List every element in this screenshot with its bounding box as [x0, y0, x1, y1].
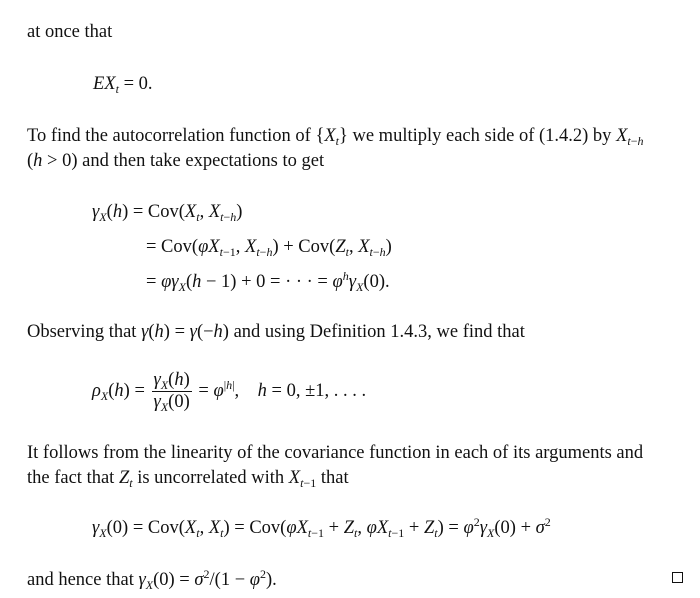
paragraph-linearity-line2: the fact that $Z_t$ is uncorrelated with $X_{t-1}$ that — [27, 468, 349, 491]
equation-gamma-line1: $\gamma_X(h) = Cov(X_t$, $X_{t-h}$) — [92, 202, 243, 225]
equation-gamma-line2: = $Cov(\varphi X_{t-1}$, $X_{t-h}) + Cov(Z_t$, $X_{t-h}$) — [146, 237, 392, 260]
equation-gamma0: $\gamma_X(0) = Cov(X_t$, $X_t) = Cov(\varphi X_{t-1} + Z_t$, $\varphi X_{t-1} + Z_t) = \varphi^2\gamma_X(0) + \sigma^2$ — [92, 514, 551, 541]
equation-rho: $\rho_X(h)$ = $\frac{\gamma_X(h)}{\gamma_X(0)}$ = $\varphi^{|h|}$, h = 0, ±1, . . . . — [92, 370, 367, 415]
equation-mean: $EX_t = 0$. — [93, 74, 153, 97]
paragraph-observe: Observing that γ(h) = γ(−h) and using Definition 1.4.3, we find that — [27, 322, 525, 342]
paragraph-autocorr-line1: To find the autocorrelation function of $\{X_t\}$ we multiply each side of (1.4.2) by $X_{t-h}$ — [27, 126, 644, 149]
paragraph-linearity-line1: It follows from the linearity of the covariance function in each of its arguments and — [27, 443, 644, 463]
qed-square-icon — [672, 572, 683, 583]
paragraph-hence: and hence that $\gamma_X(0) = \sigma^2/(1 - \varphi^2)$. — [27, 566, 277, 593]
rho-fraction: $\frac{\gamma_X(h)}{\gamma_X(0)}$ — [153, 370, 190, 415]
equation-gamma-line3: = $\varphi\gamma_X(h - 1) + 0$ = · · · = $\varphi^h\gamma_X(0)$. — [146, 268, 390, 295]
paragraph-autocorr-line2: (h > 0) and then take expectations to get — [27, 151, 325, 171]
intro-text: at once that — [27, 22, 113, 42]
